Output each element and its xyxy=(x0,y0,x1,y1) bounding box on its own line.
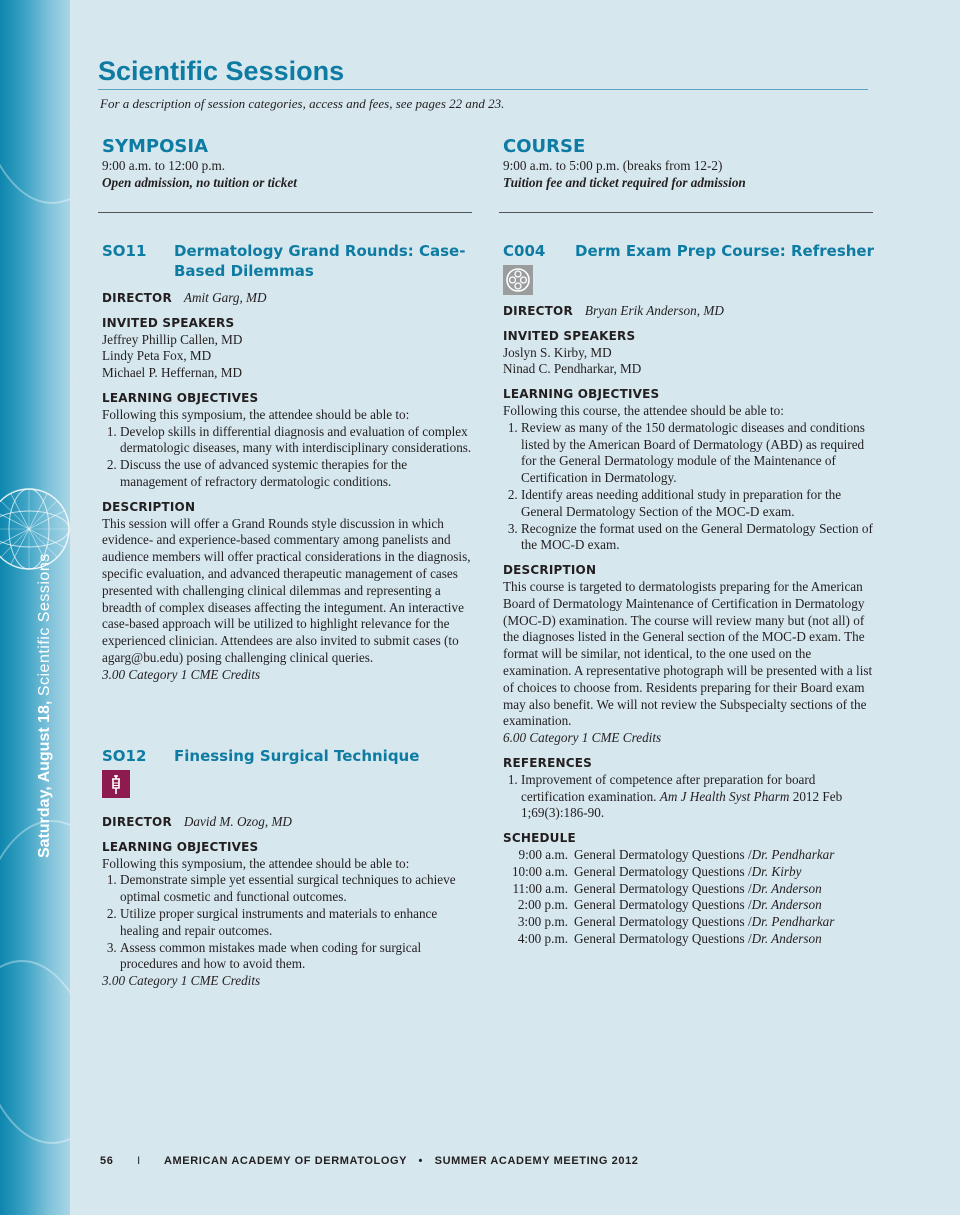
syringe-icon xyxy=(102,770,130,798)
schedule-time: 10:00 a.m. xyxy=(511,863,568,879)
learning-objectives-label: LEARNING OBJECTIVES xyxy=(503,387,660,402)
description-text: This session will offer a Grand Rounds style discussion in which evidence- and experience-based commentary among panelists and audience members will offer practical considerations in the diagnosis, specific evaluation, and advanced therapeutic management of cases presented with challenging clinical dilemmas and representing a breadth of complex diseases affecting the integument. An interactive case-based approach will be utilized to highlight relevance for the experienced clinician. Attendees are also invited to submit cases (to agarg@bu.edu) posing challenging clinical queries. xyxy=(102,515,471,665)
objectives-list xyxy=(102,872,474,973)
references-label: REFERENCES xyxy=(503,755,592,770)
left-header-divider xyxy=(98,212,472,213)
references-list xyxy=(503,772,878,822)
globe-icon xyxy=(0,486,70,572)
learning-objectives-label: LEARNING OBJECTIVES xyxy=(102,390,259,405)
objectives-intro: Following this symposium, the attendee should be able to: xyxy=(102,406,410,422)
symposia-time: 9:00 a.m. to 12:00 p.m. xyxy=(102,157,226,173)
invited-speakers-label: INVITED SPEAKERS xyxy=(102,315,235,330)
session-code: SO11 xyxy=(102,242,147,260)
right-header-divider xyxy=(499,212,873,213)
schedule-label: SCHEDULE xyxy=(503,831,576,846)
schedule-list xyxy=(503,847,878,948)
speaker: Ninad C. Pendharkar, MD xyxy=(503,361,642,377)
reference-journal: Am J Health Syst Pharm xyxy=(659,788,790,804)
objective-item: 3. Recognize the format used on the General Dermatology Section of the MOC-D exam. xyxy=(521,521,878,555)
sidebar-banner xyxy=(0,0,70,1215)
director-name: David M. Ozog, MD xyxy=(183,814,292,829)
objectives-intro: Following this course, the attendee should be able to: xyxy=(503,402,784,418)
footer-separator: I xyxy=(137,1155,141,1167)
cme-credits: 6.00 Category 1 CME Credits xyxy=(503,730,662,746)
schedule-speaker: Dr. Pendharkar xyxy=(751,846,835,862)
director-label: DIRECTOR xyxy=(503,304,573,318)
objective-item: 1. Develop skills in differential diagnosis and evaluation of complex dermatologic diseases, many with interdisciplinary considerations. xyxy=(120,424,474,458)
schedule-row xyxy=(503,864,878,881)
schedule-row xyxy=(503,847,878,864)
symposia-heading: SYMPOSIA xyxy=(102,136,208,157)
session-code: SO12 xyxy=(102,747,147,765)
schedule-speaker: Dr. Anderson xyxy=(751,880,822,896)
session-heading xyxy=(102,241,474,281)
footer-bullet: • xyxy=(418,1155,423,1167)
objective-item: 1. Review as many of the 150 dermatologic diseases and conditions listed by the American Board of Dermatology (ABD) as required for the General Dermatology module of the Maintenance of Certification in Dermatology. xyxy=(521,420,878,487)
speaker: Jeffrey Phillip Callen, MD xyxy=(102,331,243,347)
sidebar-section: Scientific Sessions xyxy=(36,553,53,697)
objectives-list xyxy=(102,424,474,491)
session-so11 xyxy=(102,241,474,684)
director-row xyxy=(102,290,474,307)
schedule-time: 3:00 p.m. xyxy=(517,914,568,930)
decorative-wave xyxy=(0,0,70,204)
director-label: DIRECTOR xyxy=(102,291,172,305)
objective-item: 1. Demonstrate simple yet essential surgical techniques to achieve optimal cosmetic and functional outcomes. xyxy=(120,872,474,906)
description-label: DESCRIPTION xyxy=(503,563,597,578)
description-text: This course is targeted to dermatologists preparing for the American Board of Dermatology Maintenance of Certification in Dermatology (MOC-D) examination. The course will review many but (not all) of the diagnoses listed in the General section of the MOC-D exam. The format will be similar, not identical, to the one used on the examination. A representative photograph will be presented with a list of choices to choose from. Residents preparing for their Board exam may also benefit. We will not review the Subspecialty sections of the examination. xyxy=(503,578,873,729)
director-row xyxy=(503,303,878,320)
schedule-topic: General Dermatology Questions / xyxy=(574,880,752,896)
schedule-row xyxy=(503,931,878,948)
objective-item: 2. Utilize proper surgical instruments and materials to enhance healing and repair outcomes. xyxy=(120,906,474,940)
session-title: Finessing Surgical Technique xyxy=(174,747,420,765)
symposia-header xyxy=(102,136,474,191)
session-c004 xyxy=(503,241,878,948)
schedule-speaker: Dr. Pendharkar xyxy=(751,914,835,930)
objectives-list xyxy=(503,420,878,554)
reference-item xyxy=(521,772,878,822)
objective-item: 2. Identify areas needing additional study in preparation for the General Dermatology Section of the MOC-D exam. xyxy=(521,487,878,521)
sidebar-vertical-label xyxy=(36,553,54,858)
cme-credits: 3.00 Category 1 CME Credits xyxy=(102,973,261,989)
schedule-topic: General Dermatology Questions / xyxy=(574,897,752,913)
schedule-time: 11:00 a.m. xyxy=(512,880,568,896)
session-code: C004 xyxy=(503,242,546,260)
director-name: Amit Garg, MD xyxy=(183,290,267,305)
objective-item: 2. Discuss the use of advanced systemic therapies for the management of refractory dermatologic conditions. xyxy=(120,457,474,491)
session-title: Derm Exam Prep Course: Refresher xyxy=(575,242,875,260)
schedule-time: 2:00 p.m. xyxy=(517,897,568,913)
symposia-note: Open admission, no tuition or ticket xyxy=(102,174,297,190)
schedule-time: 9:00 a.m. xyxy=(518,846,568,862)
director-label: DIRECTOR xyxy=(102,815,172,829)
session-heading xyxy=(503,241,878,261)
session-so12 xyxy=(102,746,474,990)
page-footer xyxy=(100,1155,639,1167)
speaker: Joslyn S. Kirby, MD xyxy=(503,344,612,360)
objective-item: 3. Assess common mistakes made when coding for surgical procedures and how to avoid them. xyxy=(120,940,474,974)
session-title: Dermatology Grand Rounds: Case-Based Dilemmas xyxy=(174,242,466,280)
cme-credits: 3.00 Category 1 CME Credits xyxy=(102,666,261,682)
film-reel-icon xyxy=(503,265,533,295)
footer-org: AMERICAN ACADEMY OF DERMATOLOGY xyxy=(164,1155,407,1167)
page-title: Scientific Sessions xyxy=(98,56,345,86)
course-time: 9:00 a.m. to 5:00 p.m. (breaks from 12-2) xyxy=(503,157,723,173)
page-subtitle: For a description of session categories, access and fees, see pages 22 and 23. xyxy=(100,96,505,111)
director-name: Bryan Erik Anderson, MD xyxy=(584,303,724,318)
schedule-topic: General Dermatology Questions / xyxy=(574,846,752,862)
footer-meeting: SUMMER ACADEMY MEETING 2012 xyxy=(434,1155,639,1167)
decorative-wave xyxy=(0,960,70,1215)
schedule-speaker: Dr. Kirby xyxy=(751,863,802,879)
title-divider xyxy=(98,89,868,90)
schedule-time: 4:00 p.m. xyxy=(517,930,568,946)
sidebar-date: Saturday, August 18, xyxy=(36,700,53,858)
director-row xyxy=(102,814,474,831)
schedule-topic: General Dermatology Questions / xyxy=(574,930,752,946)
schedule-row xyxy=(503,914,878,931)
course-header xyxy=(503,136,875,191)
objectives-intro: Following this symposium, the attendee should be able to: xyxy=(102,855,410,871)
speaker: Lindy Peta Fox, MD xyxy=(102,348,212,364)
description-label: DESCRIPTION xyxy=(102,499,196,514)
schedule-topic: General Dermatology Questions / xyxy=(574,863,752,879)
schedule-topic: General Dermatology Questions / xyxy=(574,914,752,930)
learning-objectives-label: LEARNING OBJECTIVES xyxy=(102,839,259,854)
speaker: Michael P. Heffernan, MD xyxy=(102,365,243,381)
reference-tail: 2012 Feb 1;69(3):186-90. xyxy=(521,788,843,821)
invited-speakers-label: INVITED SPEAKERS xyxy=(503,328,636,343)
page-number: 56 xyxy=(100,1155,114,1167)
session-heading xyxy=(102,746,474,766)
schedule-row xyxy=(503,881,878,898)
schedule-row xyxy=(503,897,878,914)
course-heading: COURSE xyxy=(503,136,586,157)
course-note: Tuition fee and ticket required for admission xyxy=(503,174,746,190)
schedule-speaker: Dr. Anderson xyxy=(751,897,822,913)
schedule-speaker: Dr. Anderson xyxy=(751,930,822,946)
reference-text: Improvement of competence after preparation for board certification examination. xyxy=(521,771,816,804)
